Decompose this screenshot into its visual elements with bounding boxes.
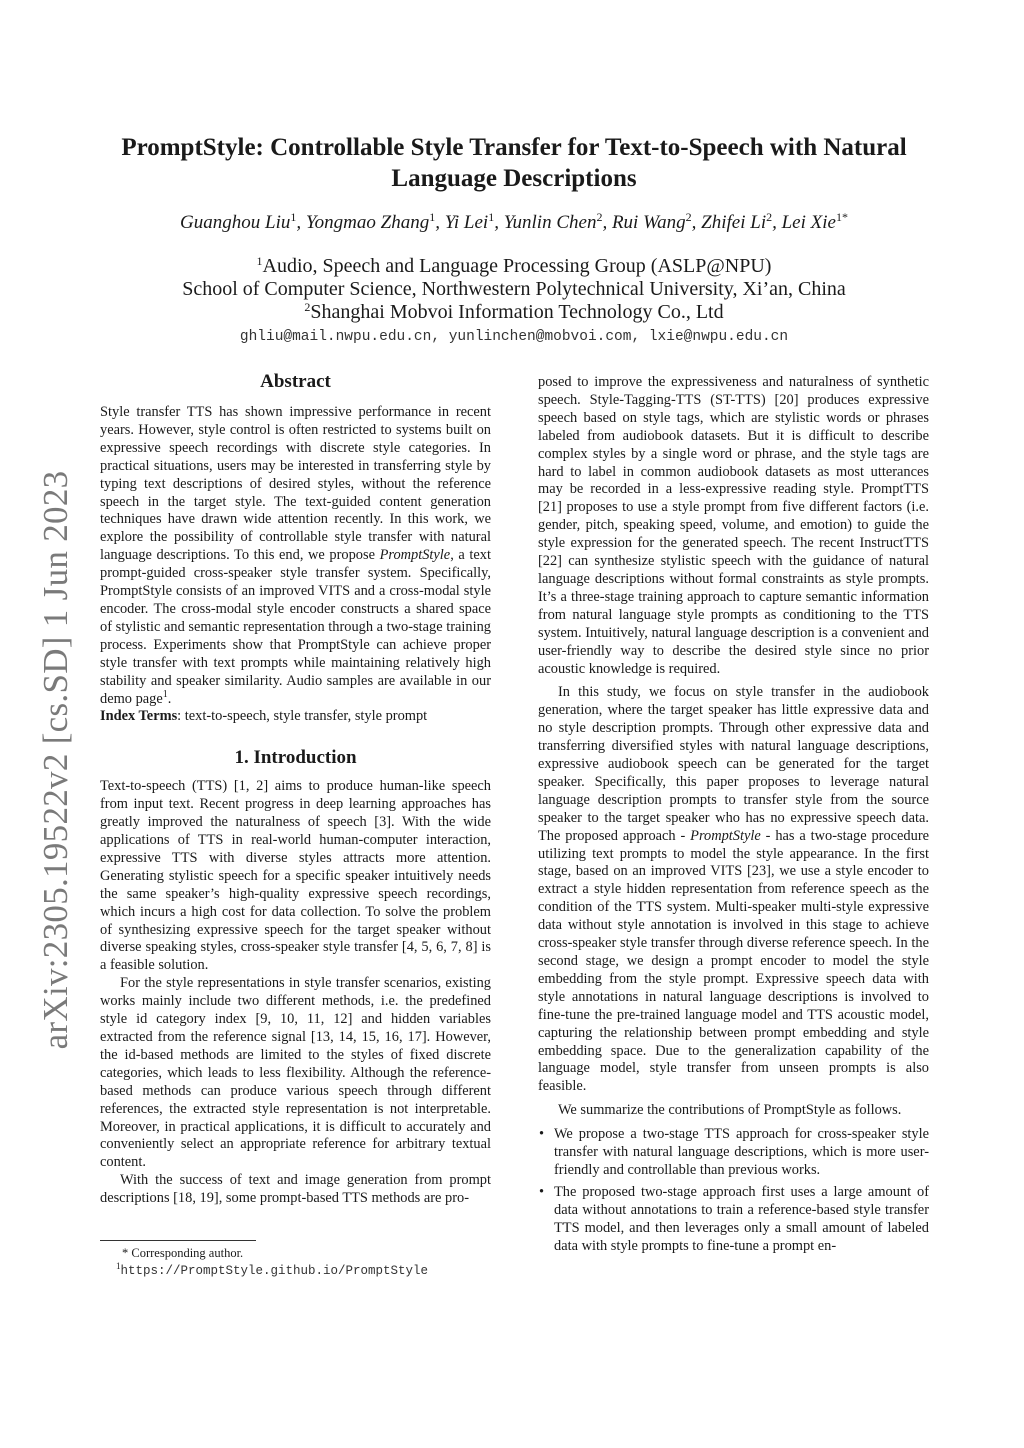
affiliation-2: $^2$Shanghai Mobvoi Information Technology Co., Ltd — [304, 300, 724, 323]
author: Zhifei Li — [701, 212, 767, 233]
left-column — [100, 370, 491, 1208]
intro-paragraph-2: For the style representations in style transfer scenarios, existing works mainly include two different methods, i.e. the predefined style id category index [9, 10, 11, 12] and hidden variables extracted from the reference signal [13, 14, 15, 16, 17]. However, the id-based methods are limited to the styles of fixed discrete categories, which leads to less flexibility. Although the reference-based methods can produce various speech through different references, the extracted style representation is not interpretable. Moreover, in practical applications, it is difficult to accurately and conveniently select an appropriate reference for arbitrary textual content. — [100, 975, 491, 1171]
right-column — [538, 374, 929, 1260]
footnote-divider — [100, 1240, 256, 1241]
author: Yunlin Chen — [503, 212, 597, 233]
author-emails: ghliu@mail.nwpu.edu.cn, yunlinchen@mobvoi.com, lxie@nwpu.edu.cn — [239, 329, 789, 345]
index-terms: Index Terms: text-to-speech, style transfer, style prompt — [100, 708, 428, 725]
list-item: • We propose a two-stage TTS approach for cross-speaker style transfer with natural language descriptions, which is more user-friendly and controllable than previous works. — [538, 1126, 929, 1180]
right-paragraph-1: posed to improve the expressiveness and naturalness of synthetic speech. Style-Tagging-TTS (ST-TTS) [20] produces expressive speech based on style tags, which are stylistic words or phrases labeled from audiobook datasets. But it is difficult to describe complex styles by a single word or phrase, and the style tags are hard to label in common audiobook datasets as most utterances may be recorded in a less-expressive reading style. PromptTTS [21] proposes to use a style prompt from five different factors (i.e. gender, pitch, speaking speed, volume, and emotion) to guide the style expression for the generated speech. The recent InstructTTS [22] can synthesize stylistic speech with the guidance of natural language descriptions without formal constraints as style prompts. It’s a three-stage training approach to capture semantic information from natural language style prompts as conditioning to the TTS system. Intuitively, natural language description is a convenient and user-friendly way to describe the desired style since no prior acoustic knowledge is required. — [538, 374, 929, 677]
footnote-mark: 1 — [162, 688, 168, 700]
abstract-text: Style transfer TTS has shown impressive performance in recent years. However, style control is often restricted to systems built on expressive speech recordings with discrete style categories. In practical situations, users may be interested in transferring style by typing text descriptions of desired styles, without the reference speech in the target style. The text-guided content generation techniques have drawn wide attention recently. In this work, we explore the possibility of controllable style transfer with natural language descriptions. To this end, we propose PromptStyle, a text prompt-guided cross-speaker style transfer system. Specifically, PromptStyle consists of an improved VITS and a cross-modal style encoder. The cross-modal style encoder constructs a shared space of stylistic and semantic representation through a two-stage training process. Experiments show that PromptStyle can achieve proper style transfer with text prompts while maintaining relatively high stability and speaker similarity. Audio samples are available in our demo page$^1$. — [100, 404, 491, 707]
author-affil-mark: 2 — [596, 210, 603, 224]
author-affil-mark: 1 — [290, 210, 297, 224]
intro-paragraph-3: With the success of text and image generation from prompt descriptions [18, 19], some prompt-based TTS methods are pro- — [100, 1172, 491, 1207]
contributions-list — [538, 1126, 929, 1255]
author: Yongmao Zhang — [305, 212, 430, 233]
author-affil-mark: 2 — [766, 210, 773, 224]
footnote-url: $^1$https://PromptStyle.github.io/PromptStyle — [116, 1261, 429, 1278]
arxiv-identifier — [20, 470, 92, 1050]
author-affil-mark: 2 — [685, 210, 692, 224]
author-affil-mark: 1 — [429, 210, 436, 224]
author: Lei Xie — [781, 212, 836, 233]
introduction-heading: 1. Introduction — [234, 747, 357, 769]
footnote-corresponding: * Corresponding author. — [122, 1246, 244, 1260]
author: Rui Wang — [611, 212, 686, 233]
paper-title: PromptStyle: Controllable Style Transfer for Text-to-Speech with Natural Language Descriptions — [121, 134, 907, 192]
affiliation-1-line2: School of Computer Science, Northwestern Polytechnical University, Xi’an, China — [182, 278, 846, 300]
author-list: Guanghou Liu$^1$, Yongmao Zhang$^1$, Yi Lei$^1$, Yunlin Chen$^2$, Rui Wang$^2$, Zhifei Li$^2$, Lei Xie$^{1*}$ — [180, 210, 848, 233]
right-paragraph-2: In this study, we focus on style transfer in the audiobook generation, where the target speaker has little expressive data and no style description prompts. Through other expressive data and transferring diversified styles with natural language descriptions, expressive audiobook speech can be generated for the target speaker. Specifically, this paper proposes to leverage natural language description prompts to transfer style from the source speaker to the target speaker who has no expressive speech data. The proposed approach - PromptStyle - has a two-stage procedure utilizing text prompts to model the style appearance. In the first stage, based on an improved VITS [23], we use a style encoder to extract a style hidden representation from reference speech as the condition of the TTS system. Multi-speaker multi-style expressive data without style annotation is involved in this stage to achieve cross-speaker style transfer through diverse reference speech. In the second stage, we design a prompt encoder to model the style embedding from the style prompt. Expressive speech data with style annotations in natural language descriptions is involved to fine-tune the pre-trained language model and TTS acoustic model, capturing the relationship between prompt embedding and style embedding space. Due to the generalization capability of the language model, style transfer from unseen prompts is also feasible. — [538, 684, 929, 1095]
right-paragraph-3: We summarize the contributions of PromptStyle as follows. — [558, 1102, 902, 1119]
abstract-heading: Abstract — [260, 371, 331, 392]
arxiv-id-text: arXiv:2305.19522v2 [cs.SD] 1 Jun 2023 — [36, 470, 75, 1050]
author-affil-mark: 1* — [835, 210, 848, 224]
author: Yi Lei — [444, 212, 489, 233]
author-affil-mark: 1 — [488, 210, 495, 224]
author: Guanghou Liu — [180, 212, 291, 233]
list-item: • The proposed two-stage approach first uses a large amount of data without annotations to train a reference-based style transfer TTS model, and then leverages only a small amount of labeled data with style prompts to fine-tune a prompt en- — [538, 1184, 929, 1256]
affiliation-1: $^1$Audio, Speech and Language Processing Group (ASLP@NPU) — [256, 254, 772, 277]
intro-paragraph-1: Text-to-speech (TTS) [1, 2] aims to produce human-like speech from input text. Recent progress in deep learning approaches has greatly improved the naturalness of speech [3]. With the wide applications of TTS in real-world human-computer interaction, expressive TTS with diverse styles attracts more attention. Generating stylistic speech for a specific speaker intuitively needs the same speaker’s high-quality expressive speech recordings, which incurs a high cost for data collection. To solve the problem of synthesizing expressive speech for the target speaker without diverse speaking styles, cross-speaker style transfer [4, 5, 6, 7, 8] is a feasible solution. — [100, 778, 491, 974]
demo-page-link[interactable]: https://PromptStyle.github.io/PromptStyle — [120, 1264, 429, 1278]
